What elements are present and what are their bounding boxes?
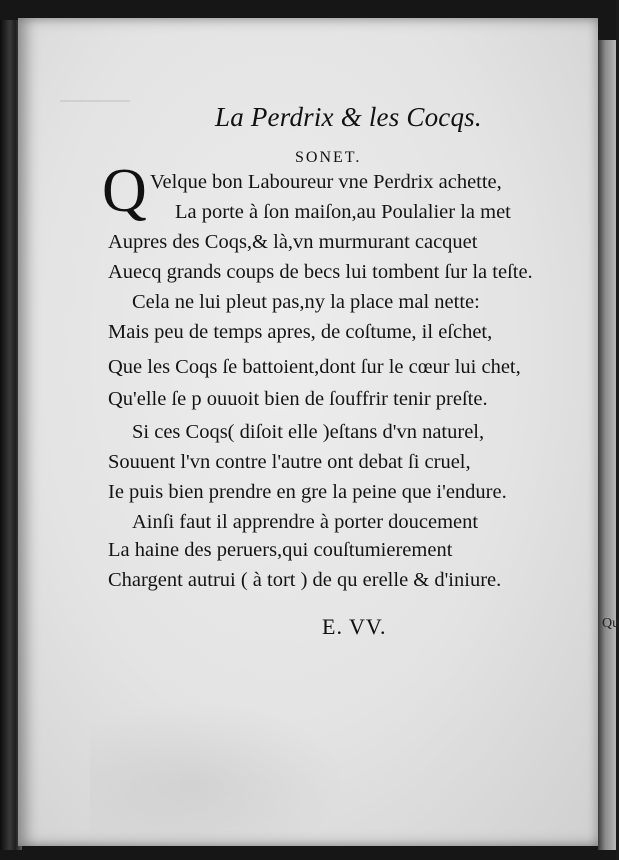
facing-page-edge — [598, 40, 616, 850]
verse-line-7: Que les Coqs ſe battoient,dont ſur le cœur lui chet, — [108, 356, 521, 378]
verse-line-2: La porte à ſon maiſon,au Poulalier la met — [175, 201, 511, 223]
verse-line-8: Qu'elle ſe p ouuoit bien de ſouffrir tenir preſte. — [108, 388, 488, 410]
verse-line-9: Si ces Coqs( diſoit elle )eſtans d'vn naturel, — [132, 421, 485, 443]
verse-line-12: Ainſi faut il apprendre à porter doucement — [132, 511, 479, 533]
verse-line-10: Souuent l'vn contre l'autre ont debat ſi cruel, — [108, 451, 471, 473]
verse-line-5: Cela ne lui pleut pas,ny la place mal nette: — [132, 291, 480, 313]
drop-cap: Q — [102, 157, 147, 225]
verse-line-4: Auecq grands coups de becs lui tombent ſur la teſte. — [108, 261, 533, 283]
verse-line-1: Velque bon Laboureur vne Perdrix achette, — [150, 171, 502, 193]
sonnet-heading: SONET. — [295, 149, 362, 166]
verse-line-6: Mais peu de temps apres, de coſtume, il eſchet, — [108, 321, 493, 343]
verse-line-3: Aupres des Coqs,& là,vn murmurant cacquet — [108, 231, 478, 253]
running-title: La Perdrix & les Cocqs. — [215, 102, 482, 132]
signature-mark: E. VV. — [322, 614, 387, 639]
verse-line-14: Chargent autrui ( à tort ) de qu erelle & d'iniure. — [108, 569, 502, 591]
paper-stain — [90, 700, 350, 840]
verse-line-13: La haine des peruers,qui couſtumierement — [108, 539, 453, 561]
bleed-through-mark — [60, 100, 130, 116]
verse-line-11: Ie puis bien prendre en gre la peine que i'endure. — [108, 481, 507, 503]
facing-page-text-fragment: Qu — [602, 616, 619, 631]
